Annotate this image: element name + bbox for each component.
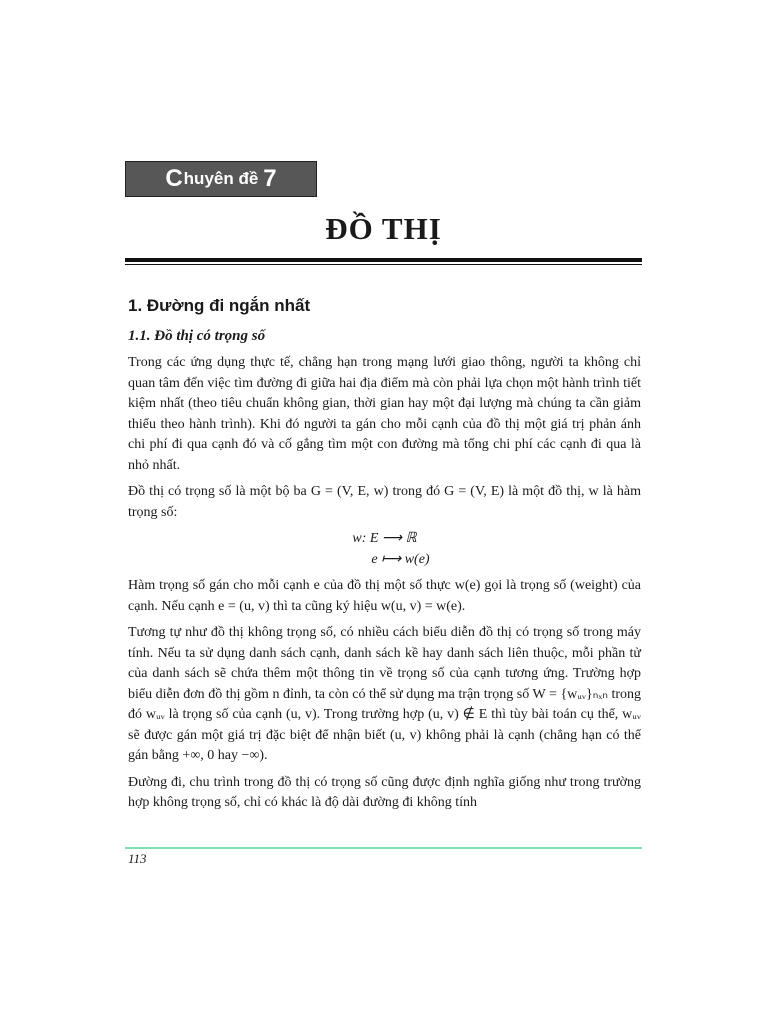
body-text xyxy=(128,353,641,820)
paragraph: Trong các ứng dụng thực tế, chẳng hạn trong mạng lưới giao thông, người ta không chỉ quan tâm đến việc tìm đường đi giữa hai địa điểm mà còn phải lựa chọn một hành trình tiết kiệm nhất (theo tiêu chuẩn không gian, thời gian hay một đại lượng mà chúng ta cần giảm thiểu theo hành trình). Khi đó người ta gán cho mỗi cạnh của đồ thị một giá trị phản ánh chi phí đi qua cạnh đó và cố gắng tìm một con đường mà tổng chi phí các cạnh đi qua là nhỏ nhất. xyxy=(128,355,641,473)
formula-line: e ⟼ w(e) xyxy=(371,551,430,567)
paragraph: Đồ thị có trọng số là một bộ ba G = (V, E, w) trong đó G = (V, E) là một đồ thị, w là hàm trọng số: xyxy=(128,484,641,520)
page-title: ĐỒ THỊ xyxy=(325,211,442,246)
chapter-label xyxy=(125,161,317,197)
paragraph: Đường đi, chu trình trong đồ thị có trọng số cũng được định nghĩa giống như trong trường hợp không trọng số, chỉ có khác là độ dài đường đi không tính xyxy=(128,774,641,810)
formula xyxy=(128,529,641,570)
title-rule-thin xyxy=(125,264,642,265)
title-rule-thick xyxy=(125,258,642,262)
chapter-label-initial: C xyxy=(165,165,183,192)
paragraph: Tương tự như đồ thị không trọng số, có nhiều cách biểu diễn đồ thị có trọng số trong máy tính. Nếu ta sử dụng danh sách cạnh, danh sách kề hay danh sách liên thuộc, mỗi phần tử của danh sách sẽ chứa thêm một thông tin về trọng số của cạnh tương ứng. Trường hợp biểu diễn đơn đồ thị gồm n đỉnh, ta còn có thể sử dụng ma trận trọng số W = {wᵤᵥ}ₙₓₙ trong đó wᵤᵥ là trọng số của cạnh (u, v). Trong trường hợp (u, v) ∉ E thì tùy bài toán cụ thể, wᵤᵥ sẽ được gán một giá trị đặc biệt để nhận biết (u, v) không phải là cạnh (chẳng hạn có thể gán bằng +∞, 0 hay −∞). xyxy=(128,625,641,763)
page-number: 113 xyxy=(128,851,147,866)
formula-line: w: E ⟶ ℝ xyxy=(352,531,417,546)
chapter-label-text: huyên đề xyxy=(183,169,259,188)
footer-rule xyxy=(125,847,642,849)
chapter-number: 7 xyxy=(263,165,277,192)
section-heading: 1. Đường đi ngắn nhất xyxy=(128,296,311,315)
subsection-heading: 1.1. Đồ thị có trọng số xyxy=(128,328,266,344)
paragraph: Hàm trọng số gán cho mỗi cạnh e của đồ thị một số thực w(e) gọi là trọng số (weight) của cạnh. Nếu cạnh e = (u, v) thì ta cũng ký hiệu w(u, v) = w(e). xyxy=(128,578,641,614)
